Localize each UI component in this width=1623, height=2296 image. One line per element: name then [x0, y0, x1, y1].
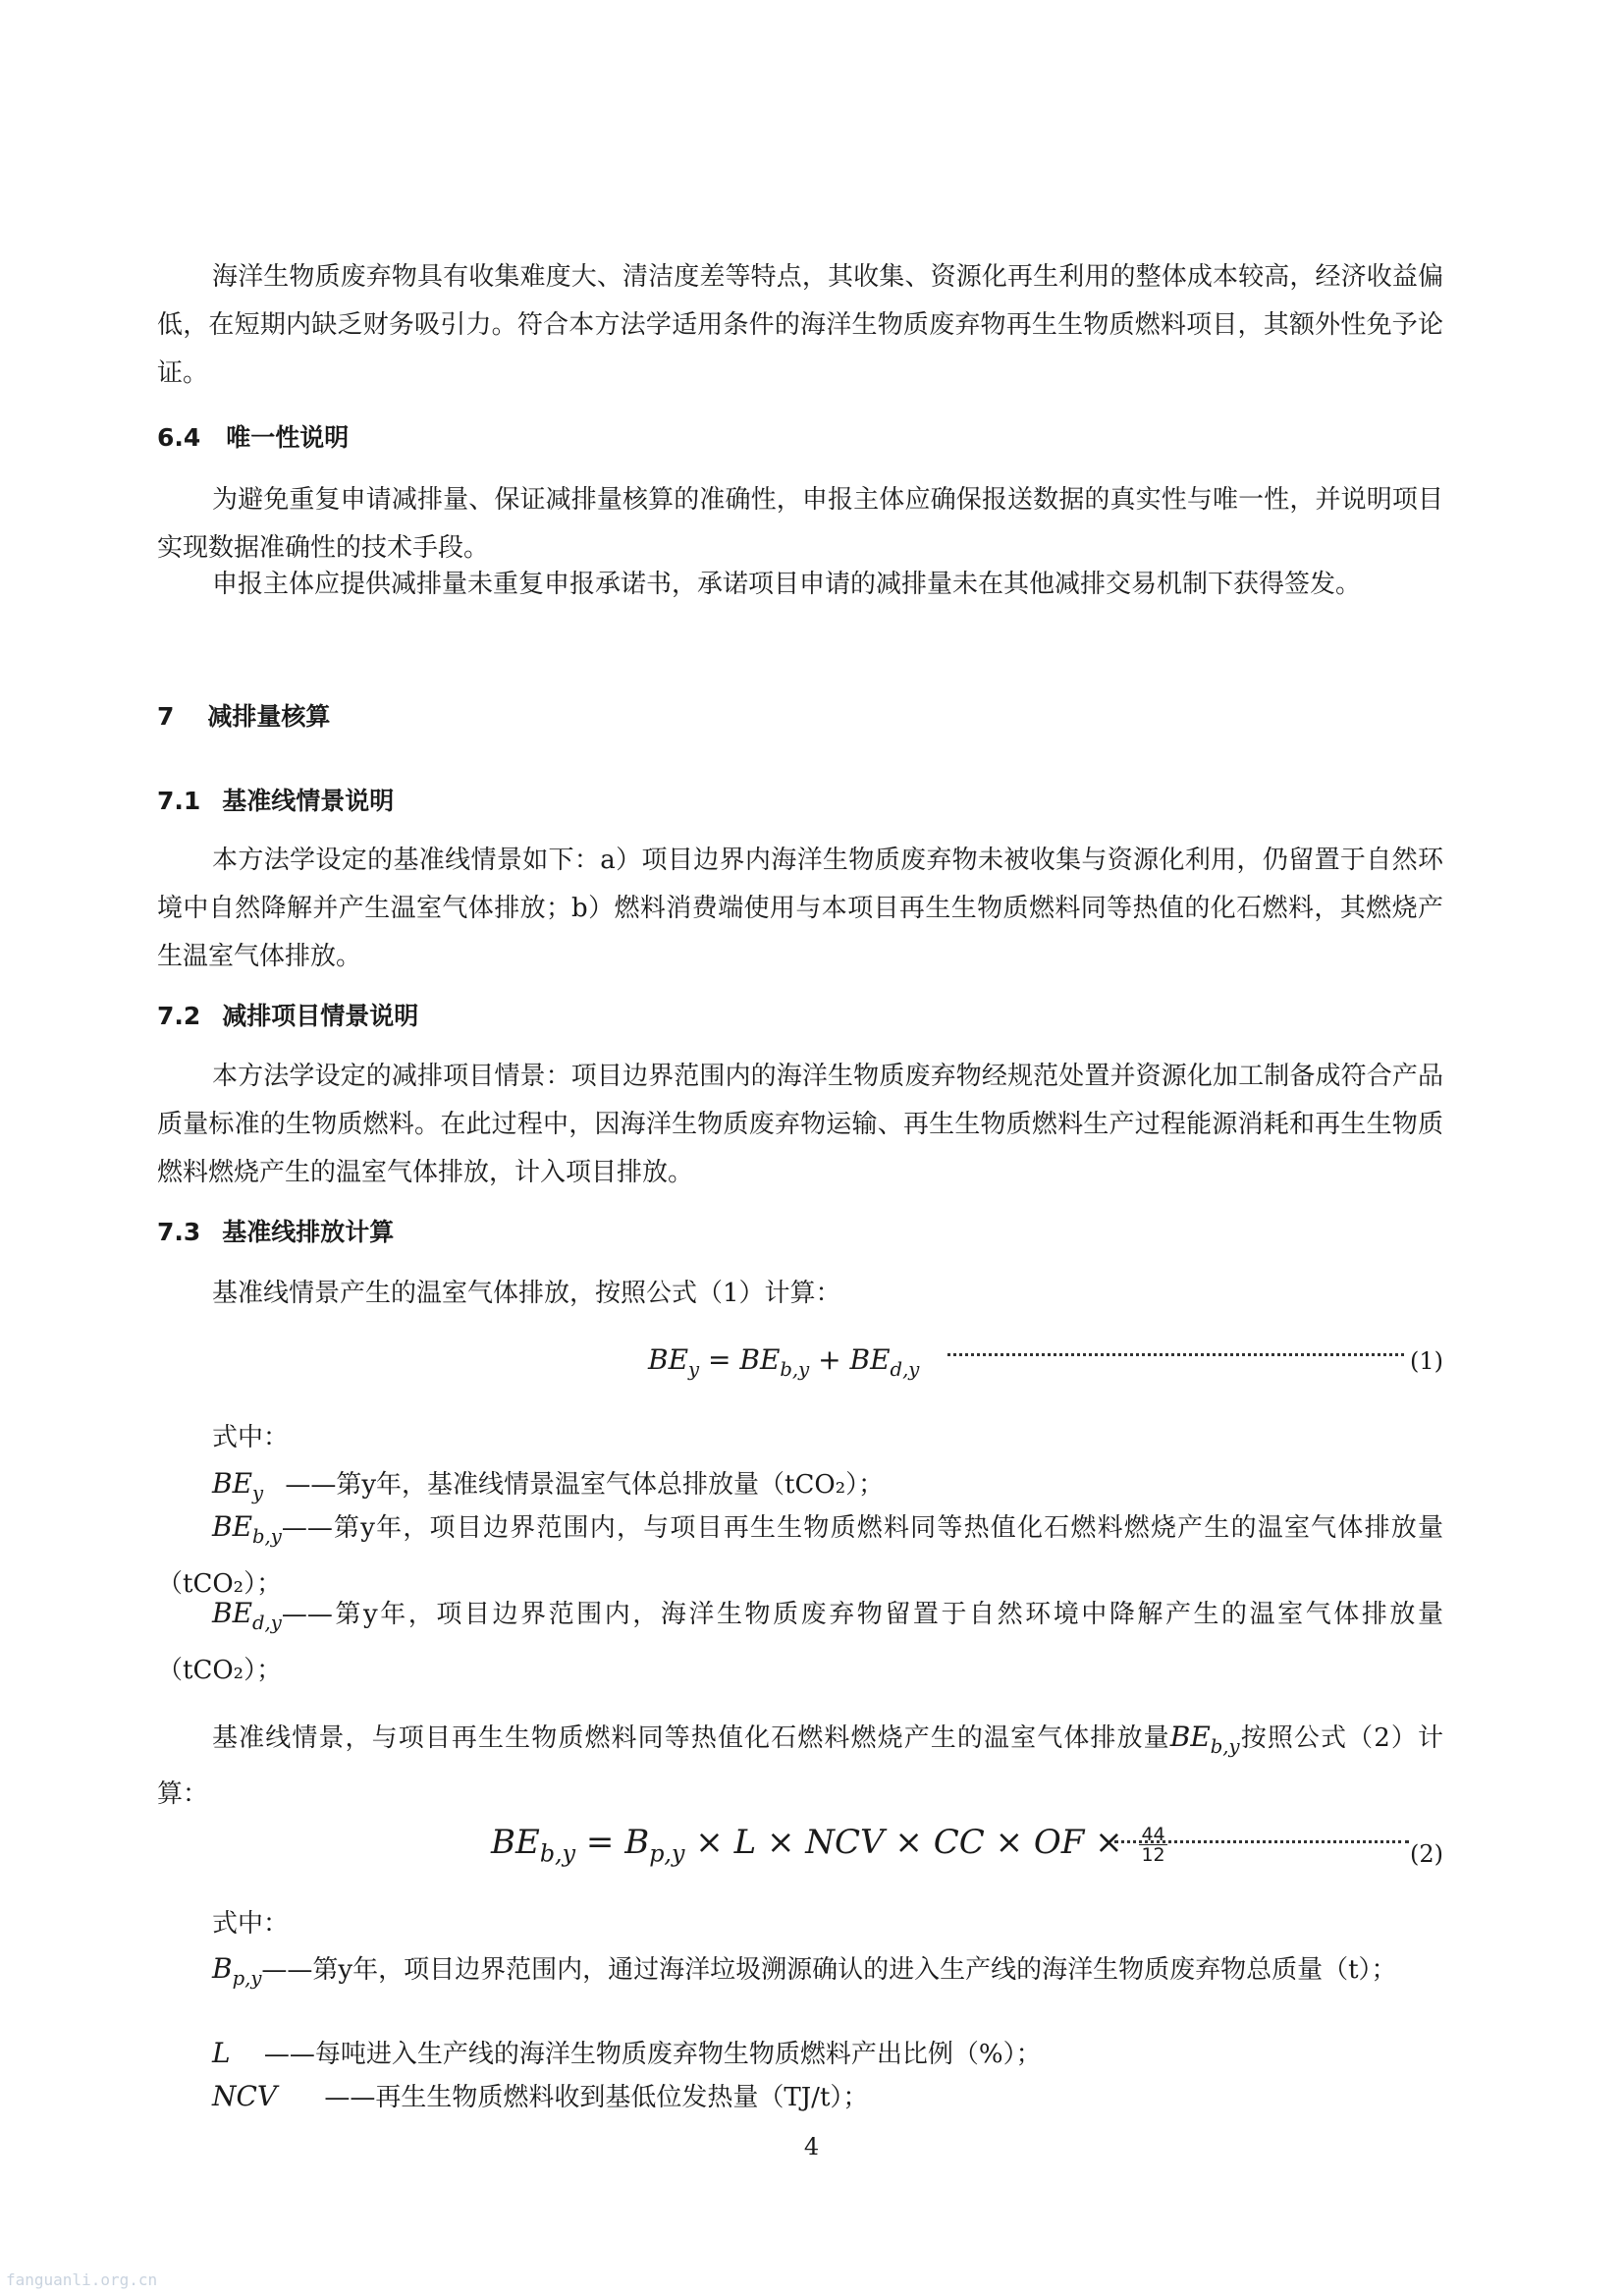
symbol: L [212, 2037, 231, 2069]
heading-7-1 [157, 782, 394, 821]
heading-number: 7 [157, 702, 175, 731]
page-number: 4 [803, 2133, 820, 2160]
paragraph-formula1-intro: 基准线情景产生的温室气体排放，按照公式（1）计算： [212, 1279, 841, 1308]
symbol: $B_{p,y}$ [212, 1952, 262, 1990]
formula-number: (1) [1410, 1347, 1443, 1375]
where-label-1: 式中： [212, 1423, 290, 1452]
definition-ncv: NCV ——再生生物质燃料收到基低位发热量（TJ/t）； [157, 2072, 1443, 2122]
definition-be-dy: $BE_{d,y}——$第y年，项目边界范围内，海洋生物质废弃物留置于自然环境中降解产生的温室气体排放量（tCO₂）； [157, 1589, 1443, 1695]
definition-b-py: $B_{p,y}——$第y年，项目边界范围内，通过海洋垃圾溯源确认的进入生产线的海洋生物质废弃物总质量（t）； [157, 1944, 1443, 2002]
paragraph-baseline-scenario: 本方法学设定的基准线情景如下：a）项目边界内海洋生物质废弃物未被收集与资源化利用，仍留置于自然环境中自然降解并产生温室气体排放；b）燃料消费端使用与本项目再生生物质燃料同等热值的化石燃料，其燃烧产生温室气体排放。 [157, 846, 1443, 971]
heading-number: 7.2 [157, 1002, 201, 1030]
heading-title: 基准线排放计算 [222, 1218, 395, 1246]
paragraph-project-scenario: 本方法学设定的减排项目情景：项目边界范围内的海洋生物质废弃物经规范处置并资源化加工制备成符合产品质量标准的生物质燃料。在此过程中，因海洋生物质废弃物运输、再生生物质燃料生产过程能源消耗和再生生物质燃料燃烧产生的温室气体排放，计入项目排放。 [157, 1062, 1443, 1187]
leader-dots [1114, 1840, 1409, 1843]
definition-be-by: $BE_{b,y}——$第y年，项目边界范围内，与项目再生生物质燃料同等热值化石燃料燃烧产生的温室气体排放量（tCO₂）； [157, 1503, 1443, 1609]
paragraph-uniqueness-1: 为避免重复申请减排量、保证减排量核算的准确性，申报主体应确保报送数据的真实性与唯一性，并说明项目实现数据准确性的技术手段。 [157, 485, 1443, 563]
formula-2-expression: $BE_{b,y} = B_{p,y} \times L$ × NCV × CC × OF × $\frac{44}{12}$ [491, 1823, 1165, 1868]
heading-number: 7.1 [157, 787, 201, 815]
leader-dots [947, 1353, 1404, 1356]
formula-number: (2) [1410, 1840, 1443, 1868]
heading-title: 基准线情景说明 [222, 787, 395, 815]
watermark: fanguanli.org.cn [6, 2270, 158, 2289]
inline-symbol: $BE_{b,y}$ [1169, 1721, 1240, 1758]
formula-2 [157, 1817, 1443, 1886]
fraction-44-12: $\frac{44}{12}$ [1141, 1823, 1165, 1866]
symbol: $BE_y$ [212, 1467, 264, 1504]
definition-l: L ——每吨进入生产线的海洋生物质废弃物生物质燃料产出比例（%）； [157, 2029, 1443, 2079]
heading-6-4 [157, 418, 349, 458]
heading-7 [157, 697, 330, 737]
heading-title: 减排量核算 [207, 702, 331, 731]
symbol: $BE_{d,y}$ [212, 1597, 282, 1634]
heading-title: 唯一性说明 [226, 423, 350, 452]
paragraph-additionality: 海洋生物质废弃物具有收集难度大、清洁度差等特点，其收集、资源化再生利用的整体成本较高，经济收益偏低，在短期内缺乏财务吸引力。符合本方法学适用条件的海洋生物质废弃物再生生物质燃料项目，其额外性免予论证。 [157, 262, 1443, 388]
heading-number: 6.4 [157, 423, 201, 452]
symbol: NCV [212, 2080, 278, 2112]
heading-title: 减排项目情景说明 [222, 1002, 419, 1030]
where-label-2: 式中： [212, 1909, 290, 1939]
definition-be-y: $BE_y$ ——第y年，基准线情景温室气体总排放量（tCO₂）； [157, 1459, 1443, 1517]
heading-number: 7.3 [157, 1218, 201, 1246]
heading-7-2 [157, 997, 418, 1036]
paragraph-formula2-intro: 基准线情景，与项目再生生物质燃料同等热值化石燃料燃烧产生的温室气体排放量$BE_{b,y}$按照公式（2）计算： [157, 1721, 1443, 1809]
paragraph-uniqueness-2: 申报主体应提供减排量未重复申报承诺书，承诺项目申请的减排量未在其他减排交易机制下获得签发。 [212, 570, 1362, 599]
heading-7-3 [157, 1213, 394, 1252]
formula-1-expression: $BE_y = BE_{b,y} + BE_{d,y}$ [648, 1343, 920, 1381]
formula-1 [157, 1336, 1443, 1394]
symbol: $BE_{b,y}$ [212, 1510, 282, 1548]
